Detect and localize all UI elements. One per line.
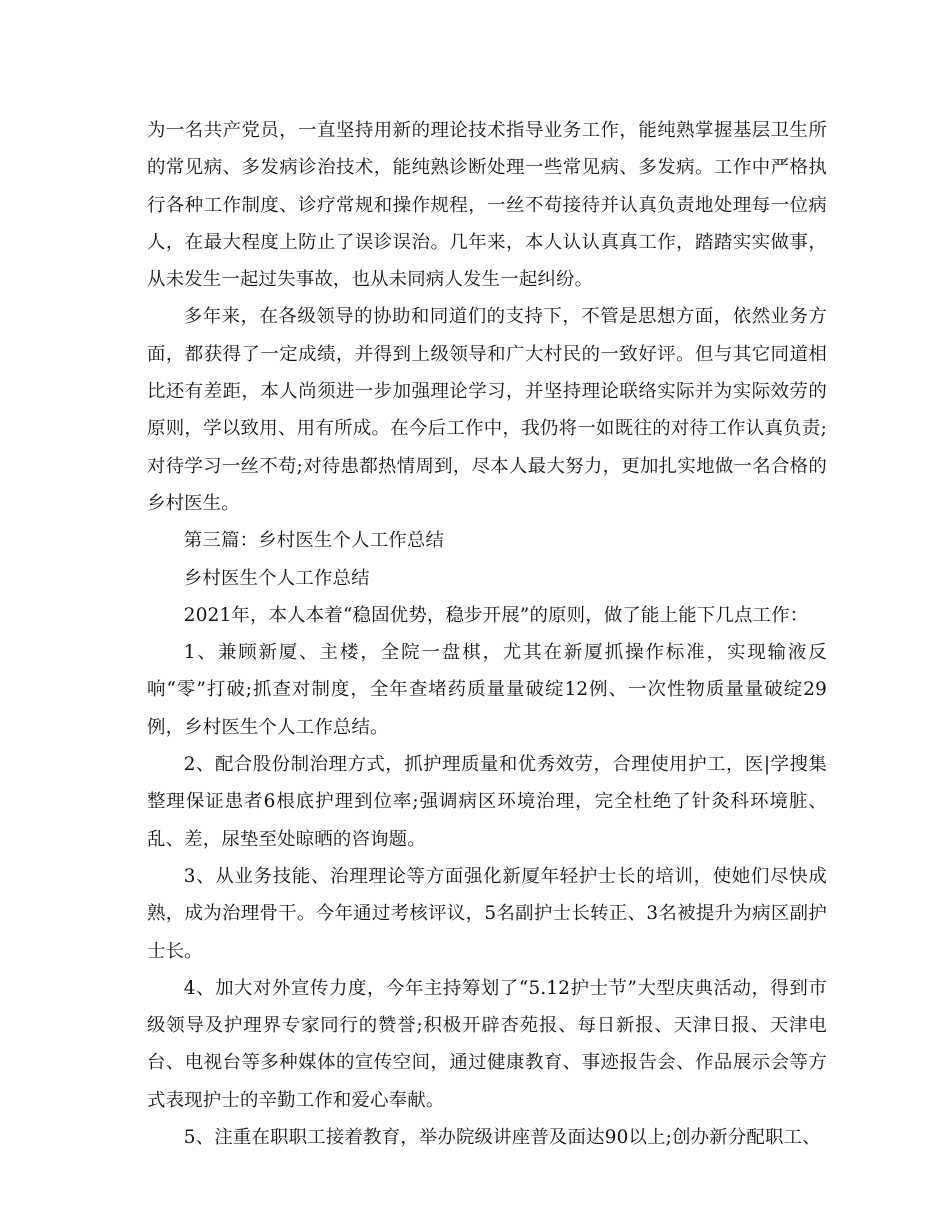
- section-heading: 第三篇：乡村医生个人工作总结: [183, 530, 445, 552]
- body-paragraph: 2021年，本人本着“稳固优势，稳步开展”的原则，做了能上能下几点工作：: [183, 604, 809, 626]
- list-item-paragraph: 1、兼顾新厦、主楼，全院一盘棋，尤其在新厦抓操作标准，实现输液反响“零”打破;抓查对制度，全年查堵药质量量破绽12例、一次性物质量量破绽29例，乡村医生个人工作总结。: [147, 642, 827, 738]
- list-item-paragraph: 4、加大对外宣传力度，今年主持筹划了“5.12护士节”大型庆典活动，得到市级领导及护理界专家同行的赞誉;积极开辟杏苑报、每日新报、天津日报、天津电台、电视台等多种媒体的宣传空间，通过健康教育、事迹报告会、作品展示会等方式表现护士的辛勤工作和爱心奉献。: [147, 977, 827, 1111]
- list-item-paragraph: 5、注重在职职工接着教育，举办院级讲座普及面达90以上;创办新分配职工、: [183, 1127, 821, 1149]
- body-paragraph: 多年来，在各级领导的协助和同道们的支持下，不管是思想方面，依然业务方面，都获得了一定成绩，并得到上级领导和广大村民的一致好评。但与其它同道相比还有差距，本人尚须进一步加强理论学习，并坚持理论联络实际并为实际效劳的原则，学以致用、用有所成。在今后工作中，我仍将一如既往的对待工作认真负责;对待学习一丝不苟;对待患都热情周到，尽本人最大努力，更加扎实地做一名合格的乡村医生。: [147, 306, 827, 514]
- body-paragraph: 为一名共产党员，一直坚持用新的理论技术指导业务工作，能纯熟掌握基层卫生所的常见病、多发病诊治技术，能纯熟诊断处理一些常见病、多发病。工作中严格执行各种工作制度、诊疗常规和操作规程，一丝不苟接待并认真负责地处理每一位病人，在最大程度上防止了误诊误治。几年来，本人认认真真工作，踏踏实实做事，从未发生一起过失事故，也从未同病人发生一起纠纷。: [147, 120, 827, 291]
- list-item-paragraph: 3、从业务技能、治理理论等方面强化新厦年轻护士长的培训，使她们尽快成熟，成为治理骨干。今年通过考核评议，5名副护士长转正、3名被提升为病区副护士长。: [147, 865, 827, 962]
- document-title: 乡村医生个人工作总结: [183, 567, 370, 589]
- document-body: [147, 112, 827, 1156]
- list-item-paragraph: 2、配合股份制治理方式，抓护理质量和优秀效劳，合理使用护工，医|学搜集整理保证患者6根底护理到位率;强调病区环境治理，完全杜绝了针灸科环境脏、乱、差，尿垫至处晾晒的咨询题。: [147, 754, 827, 850]
